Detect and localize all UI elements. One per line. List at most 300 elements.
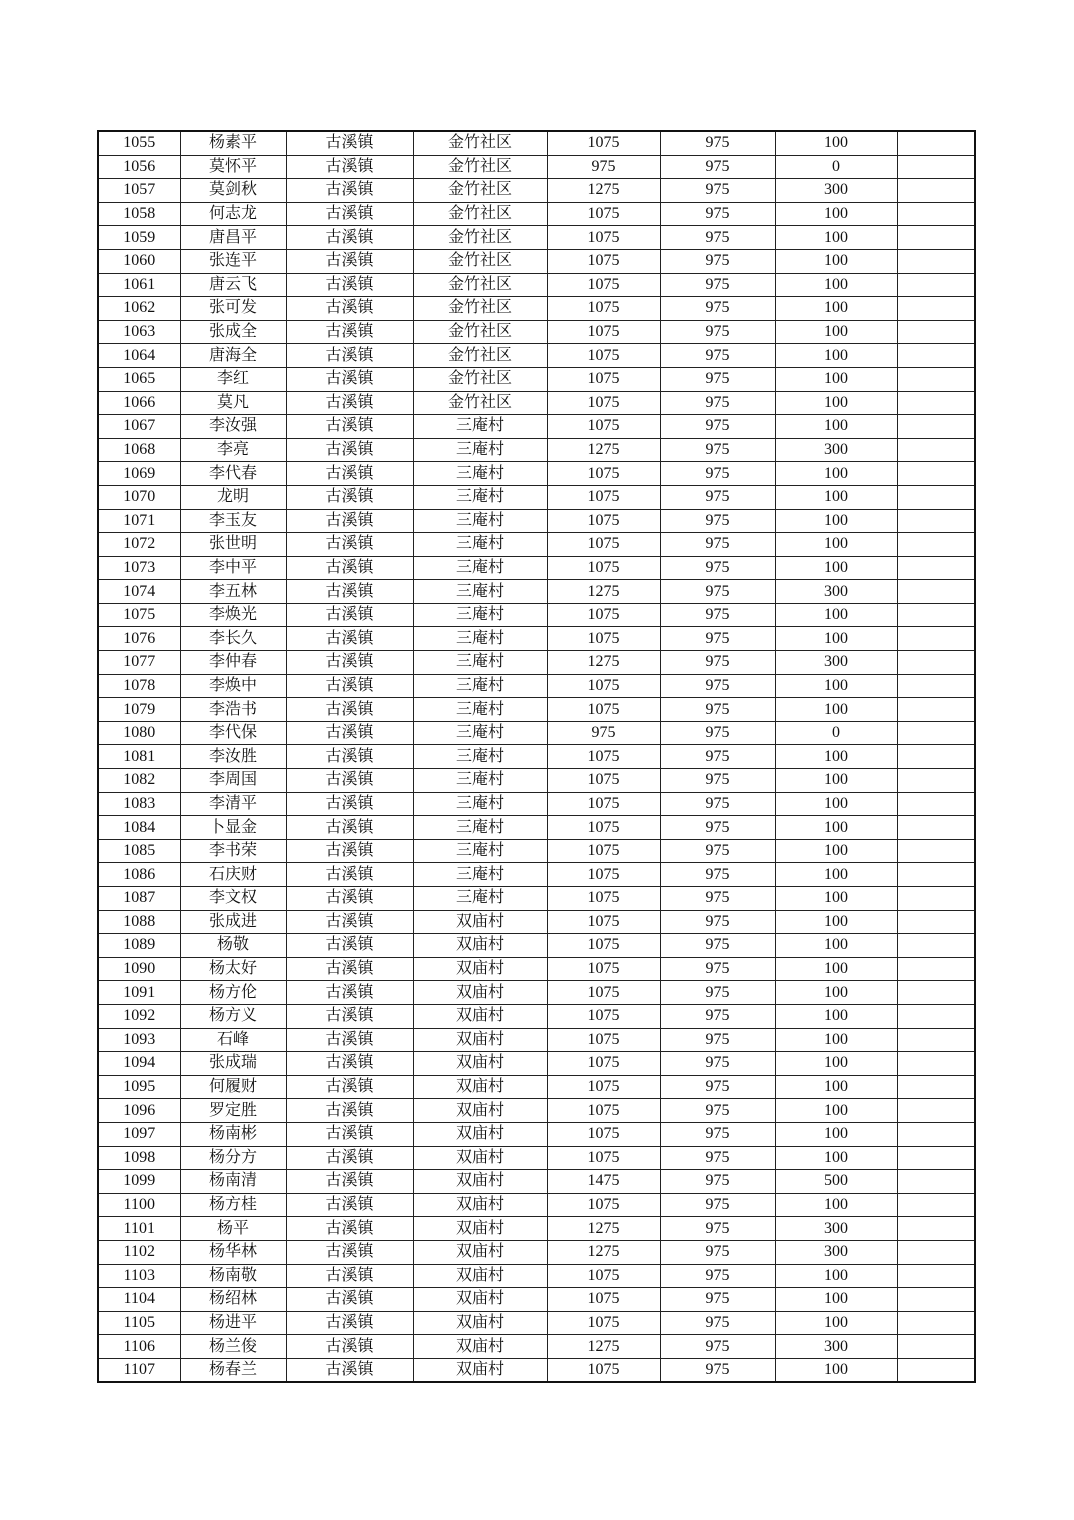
table-row (98, 1264, 975, 1288)
amount-total-cell: 1075 (547, 1288, 660, 1312)
table-row (98, 1288, 975, 1312)
village-cell: 三庵村 (413, 792, 547, 816)
amount-base-cell: 975 (660, 155, 775, 179)
table-row (98, 226, 975, 250)
person-name-cell: 石庆财 (180, 863, 286, 887)
table-row (98, 556, 975, 580)
village-cell: 金竹社区 (413, 131, 547, 155)
amount-base-cell: 975 (660, 1099, 775, 1123)
person-name-cell: 李文权 (180, 887, 286, 911)
amount-total-cell: 1075 (547, 131, 660, 155)
person-name-cell: 李代保 (180, 721, 286, 745)
person-name-cell: 李清平 (180, 792, 286, 816)
table-row (98, 438, 975, 462)
row-number-cell: 1089 (98, 934, 180, 958)
remark-cell (897, 344, 975, 368)
table-row (98, 179, 975, 203)
village-cell: 双庙村 (413, 1099, 547, 1123)
town-cell: 古溪镇 (286, 934, 413, 958)
amount-total-cell: 1075 (547, 1028, 660, 1052)
person-name-cell: 莫怀平 (180, 155, 286, 179)
amount-base-cell: 975 (660, 1264, 775, 1288)
amount-difference-cell: 100 (775, 887, 897, 911)
village-cell: 金竹社区 (413, 344, 547, 368)
remark-cell (897, 556, 975, 580)
remark-cell (897, 981, 975, 1005)
town-cell: 古溪镇 (286, 1004, 413, 1028)
person-name-cell: 李长久 (180, 627, 286, 651)
amount-base-cell: 975 (660, 438, 775, 462)
amount-difference-cell: 100 (775, 1358, 897, 1382)
amount-difference-cell: 100 (775, 792, 897, 816)
amount-base-cell: 975 (660, 981, 775, 1005)
town-cell: 古溪镇 (286, 1099, 413, 1123)
town-cell: 古溪镇 (286, 651, 413, 675)
amount-base-cell: 975 (660, 1004, 775, 1028)
row-number-cell: 1090 (98, 957, 180, 981)
remark-cell (897, 627, 975, 651)
village-cell: 三庵村 (413, 816, 547, 840)
row-number-cell: 1097 (98, 1122, 180, 1146)
town-cell: 古溪镇 (286, 273, 413, 297)
amount-base-cell: 975 (660, 1146, 775, 1170)
amount-difference-cell: 100 (775, 1028, 897, 1052)
person-name-cell: 杨素平 (180, 131, 286, 155)
village-cell: 双庙村 (413, 910, 547, 934)
town-cell: 古溪镇 (286, 1122, 413, 1146)
person-name-cell: 何履财 (180, 1075, 286, 1099)
table-row (98, 1099, 975, 1123)
person-name-cell: 李汝胜 (180, 745, 286, 769)
table-row (98, 509, 975, 533)
town-cell: 古溪镇 (286, 1240, 413, 1264)
person-name-cell: 杨兰俊 (180, 1335, 286, 1359)
village-cell: 金竹社区 (413, 367, 547, 391)
amount-difference-cell: 100 (775, 839, 897, 863)
table-row (98, 297, 975, 321)
amount-total-cell: 1075 (547, 745, 660, 769)
table-row (98, 769, 975, 793)
amount-difference-cell: 100 (775, 745, 897, 769)
village-cell: 三庵村 (413, 839, 547, 863)
remark-cell (897, 226, 975, 250)
village-cell: 三庵村 (413, 603, 547, 627)
person-name-cell: 杨太好 (180, 957, 286, 981)
row-number-cell: 1062 (98, 297, 180, 321)
village-cell: 三庵村 (413, 627, 547, 651)
town-cell: 古溪镇 (286, 438, 413, 462)
town-cell: 古溪镇 (286, 556, 413, 580)
town-cell: 古溪镇 (286, 415, 413, 439)
table-row (98, 745, 975, 769)
town-cell: 古溪镇 (286, 981, 413, 1005)
row-number-cell: 1080 (98, 721, 180, 745)
amount-difference-cell: 100 (775, 816, 897, 840)
row-number-cell: 1107 (98, 1358, 180, 1382)
town-cell: 古溪镇 (286, 367, 413, 391)
village-cell: 双庙村 (413, 981, 547, 1005)
amount-total-cell: 1075 (547, 226, 660, 250)
table-row (98, 462, 975, 486)
amount-difference-cell: 300 (775, 1240, 897, 1264)
village-cell: 双庙村 (413, 1075, 547, 1099)
town-cell: 古溪镇 (286, 1288, 413, 1312)
amount-base-cell: 975 (660, 839, 775, 863)
village-cell: 双庙村 (413, 1264, 547, 1288)
amount-base-cell: 975 (660, 297, 775, 321)
amount-total-cell: 1075 (547, 910, 660, 934)
amount-base-cell: 975 (660, 202, 775, 226)
table-row (98, 1311, 975, 1335)
amount-total-cell: 1075 (547, 556, 660, 580)
remark-cell (897, 1288, 975, 1312)
amount-base-cell: 975 (660, 344, 775, 368)
row-number-cell: 1092 (98, 1004, 180, 1028)
row-number-cell: 1064 (98, 344, 180, 368)
row-number-cell: 1055 (98, 131, 180, 155)
row-number-cell: 1101 (98, 1217, 180, 1241)
amount-difference-cell: 100 (775, 509, 897, 533)
amount-difference-cell: 500 (775, 1170, 897, 1194)
amount-base-cell: 975 (660, 1122, 775, 1146)
row-number-cell: 1091 (98, 981, 180, 1005)
table-row (98, 981, 975, 1005)
amount-base-cell: 975 (660, 462, 775, 486)
remark-cell (897, 1146, 975, 1170)
remark-cell (897, 155, 975, 179)
table-row (98, 1075, 975, 1099)
row-number-cell: 1094 (98, 1052, 180, 1076)
table-row (98, 674, 975, 698)
person-name-cell: 龙明 (180, 485, 286, 509)
amount-difference-cell: 300 (775, 1335, 897, 1359)
amount-total-cell: 1075 (547, 273, 660, 297)
amount-total-cell: 1075 (547, 1264, 660, 1288)
town-cell: 古溪镇 (286, 745, 413, 769)
row-number-cell: 1082 (98, 769, 180, 793)
amount-difference-cell: 100 (775, 863, 897, 887)
table-row (98, 792, 975, 816)
person-name-cell: 杨绍林 (180, 1288, 286, 1312)
amount-total-cell: 1075 (547, 391, 660, 415)
person-name-cell: 张世明 (180, 533, 286, 557)
remark-cell (897, 1052, 975, 1076)
amount-difference-cell: 100 (775, 603, 897, 627)
person-name-cell: 杨方桂 (180, 1193, 286, 1217)
remark-cell (897, 1264, 975, 1288)
amount-total-cell: 1075 (547, 769, 660, 793)
row-number-cell: 1066 (98, 391, 180, 415)
row-number-cell: 1075 (98, 603, 180, 627)
town-cell: 古溪镇 (286, 769, 413, 793)
amount-difference-cell: 100 (775, 249, 897, 273)
amount-difference-cell: 100 (775, 462, 897, 486)
amount-total-cell: 1075 (547, 1099, 660, 1123)
remark-cell (897, 1004, 975, 1028)
village-cell: 三庵村 (413, 651, 547, 675)
row-number-cell: 1059 (98, 226, 180, 250)
town-cell: 古溪镇 (286, 462, 413, 486)
amount-base-cell: 975 (660, 816, 775, 840)
remark-cell (897, 1358, 975, 1382)
row-number-cell: 1058 (98, 202, 180, 226)
table-row (98, 887, 975, 911)
town-cell: 古溪镇 (286, 320, 413, 344)
town-cell: 古溪镇 (286, 816, 413, 840)
amount-base-cell: 975 (660, 1335, 775, 1359)
amount-base-cell: 975 (660, 651, 775, 675)
row-number-cell: 1086 (98, 863, 180, 887)
remark-cell (897, 509, 975, 533)
table-row (98, 1122, 975, 1146)
town-cell: 古溪镇 (286, 1358, 413, 1382)
amount-total-cell: 1075 (547, 1004, 660, 1028)
amount-total-cell: 1275 (547, 1240, 660, 1264)
amount-base-cell: 975 (660, 887, 775, 911)
table-row (98, 485, 975, 509)
amount-difference-cell: 100 (775, 533, 897, 557)
village-cell: 金竹社区 (413, 249, 547, 273)
amount-total-cell: 1075 (547, 485, 660, 509)
row-number-cell: 1088 (98, 910, 180, 934)
remark-cell (897, 1028, 975, 1052)
amount-base-cell: 975 (660, 485, 775, 509)
town-cell: 古溪镇 (286, 1311, 413, 1335)
table-row (98, 367, 975, 391)
remark-cell (897, 651, 975, 675)
amount-base-cell: 975 (660, 580, 775, 604)
town-cell: 古溪镇 (286, 344, 413, 368)
amount-difference-cell: 100 (775, 627, 897, 651)
amount-difference-cell: 100 (775, 1288, 897, 1312)
village-cell: 双庙村 (413, 1146, 547, 1170)
table-row (98, 1004, 975, 1028)
person-name-cell: 李红 (180, 367, 286, 391)
person-name-cell: 李书荣 (180, 839, 286, 863)
amount-difference-cell: 100 (775, 320, 897, 344)
amount-total-cell: 1075 (547, 1122, 660, 1146)
row-number-cell: 1103 (98, 1264, 180, 1288)
remark-cell (897, 1170, 975, 1194)
amount-total-cell: 1075 (547, 698, 660, 722)
table-row (98, 1028, 975, 1052)
row-number-cell: 1073 (98, 556, 180, 580)
village-cell: 双庙村 (413, 1358, 547, 1382)
village-cell: 三庵村 (413, 533, 547, 557)
amount-difference-cell: 100 (775, 1075, 897, 1099)
amount-total-cell: 1075 (547, 863, 660, 887)
row-number-cell: 1078 (98, 674, 180, 698)
amount-difference-cell: 100 (775, 957, 897, 981)
person-name-cell: 唐海全 (180, 344, 286, 368)
person-name-cell: 杨南敬 (180, 1264, 286, 1288)
table-row (98, 415, 975, 439)
town-cell: 古溪镇 (286, 839, 413, 863)
village-cell: 双庙村 (413, 934, 547, 958)
row-number-cell: 1100 (98, 1193, 180, 1217)
row-number-cell: 1106 (98, 1335, 180, 1359)
table-row (98, 320, 975, 344)
row-number-cell: 1076 (98, 627, 180, 651)
table-row (98, 580, 975, 604)
amount-base-cell: 975 (660, 391, 775, 415)
person-name-cell: 杨方义 (180, 1004, 286, 1028)
table-row (98, 344, 975, 368)
amount-difference-cell: 100 (775, 1264, 897, 1288)
row-number-cell: 1085 (98, 839, 180, 863)
remark-cell (897, 179, 975, 203)
amount-total-cell: 1075 (547, 344, 660, 368)
village-cell: 双庙村 (413, 1335, 547, 1359)
table-row (98, 651, 975, 675)
amount-base-cell: 975 (660, 769, 775, 793)
person-name-cell: 李五林 (180, 580, 286, 604)
remark-cell (897, 674, 975, 698)
table-row (98, 273, 975, 297)
table-row (98, 627, 975, 651)
amount-difference-cell: 100 (775, 934, 897, 958)
amount-total-cell: 1075 (547, 1146, 660, 1170)
amount-base-cell: 975 (660, 556, 775, 580)
amount-base-cell: 975 (660, 1193, 775, 1217)
table-row (98, 721, 975, 745)
amount-difference-cell: 100 (775, 698, 897, 722)
table-row (98, 910, 975, 934)
amount-base-cell: 975 (660, 1240, 775, 1264)
person-name-cell: 杨方伦 (180, 981, 286, 1005)
remark-cell (897, 249, 975, 273)
town-cell: 古溪镇 (286, 580, 413, 604)
row-number-cell: 1096 (98, 1099, 180, 1123)
amount-difference-cell: 100 (775, 367, 897, 391)
person-name-cell: 石峰 (180, 1028, 286, 1052)
amount-difference-cell: 0 (775, 155, 897, 179)
person-name-cell: 李中平 (180, 556, 286, 580)
village-cell: 金竹社区 (413, 155, 547, 179)
village-cell: 双庙村 (413, 1311, 547, 1335)
village-cell: 三庵村 (413, 887, 547, 911)
amount-total-cell: 1075 (547, 1311, 660, 1335)
table-row (98, 1170, 975, 1194)
remark-cell (897, 131, 975, 155)
amount-base-cell: 975 (660, 1075, 775, 1099)
row-number-cell: 1056 (98, 155, 180, 179)
remark-cell (897, 462, 975, 486)
person-name-cell: 李焕中 (180, 674, 286, 698)
remark-cell (897, 816, 975, 840)
village-cell: 三庵村 (413, 580, 547, 604)
remark-cell (897, 1099, 975, 1123)
town-cell: 古溪镇 (286, 202, 413, 226)
amount-total-cell: 1075 (547, 367, 660, 391)
amount-total-cell: 1075 (547, 249, 660, 273)
amount-total-cell: 1275 (547, 438, 660, 462)
amount-total-cell: 1275 (547, 651, 660, 675)
village-cell: 金竹社区 (413, 226, 547, 250)
row-number-cell: 1095 (98, 1075, 180, 1099)
amount-total-cell: 1275 (547, 1217, 660, 1241)
person-name-cell: 莫剑秋 (180, 179, 286, 203)
amount-base-cell: 975 (660, 1028, 775, 1052)
person-name-cell: 李仲春 (180, 651, 286, 675)
row-number-cell: 1093 (98, 1028, 180, 1052)
village-cell: 三庵村 (413, 485, 547, 509)
amount-total-cell: 1075 (547, 462, 660, 486)
amount-total-cell: 1075 (547, 509, 660, 533)
person-name-cell: 李汝强 (180, 415, 286, 439)
person-name-cell: 杨华林 (180, 1240, 286, 1264)
person-name-cell: 杨春兰 (180, 1358, 286, 1382)
amount-base-cell: 975 (660, 367, 775, 391)
amount-difference-cell: 100 (775, 1004, 897, 1028)
amount-difference-cell: 100 (775, 1122, 897, 1146)
table-row (98, 249, 975, 273)
town-cell: 古溪镇 (286, 1193, 413, 1217)
table-row (98, 698, 975, 722)
remark-cell (897, 1217, 975, 1241)
town-cell: 古溪镇 (286, 1075, 413, 1099)
town-cell: 古溪镇 (286, 721, 413, 745)
row-number-cell: 1105 (98, 1311, 180, 1335)
village-cell: 三庵村 (413, 721, 547, 745)
village-cell: 双庙村 (413, 1288, 547, 1312)
town-cell: 古溪镇 (286, 179, 413, 203)
remark-cell (897, 887, 975, 911)
village-cell: 双庙村 (413, 957, 547, 981)
row-number-cell: 1087 (98, 887, 180, 911)
amount-base-cell: 975 (660, 226, 775, 250)
row-number-cell: 1067 (98, 415, 180, 439)
table-row (98, 1052, 975, 1076)
amount-base-cell: 975 (660, 1358, 775, 1382)
village-cell: 三庵村 (413, 415, 547, 439)
remark-cell (897, 320, 975, 344)
table-row (98, 1335, 975, 1359)
amount-base-cell: 975 (660, 934, 775, 958)
village-cell: 三庵村 (413, 462, 547, 486)
amount-base-cell: 975 (660, 603, 775, 627)
village-cell: 三庵村 (413, 438, 547, 462)
table-row (98, 603, 975, 627)
data-table (97, 130, 976, 1383)
amount-total-cell: 1075 (547, 934, 660, 958)
amount-base-cell: 975 (660, 957, 775, 981)
amount-base-cell: 975 (660, 509, 775, 533)
amount-total-cell: 1475 (547, 1170, 660, 1194)
person-name-cell: 李代春 (180, 462, 286, 486)
amount-difference-cell: 100 (775, 226, 897, 250)
amount-base-cell: 975 (660, 1311, 775, 1335)
village-cell: 三庵村 (413, 769, 547, 793)
table-row (98, 155, 975, 179)
person-name-cell: 罗定胜 (180, 1099, 286, 1123)
amount-total-cell: 1075 (547, 1052, 660, 1076)
row-number-cell: 1057 (98, 179, 180, 203)
row-number-cell: 1084 (98, 816, 180, 840)
person-name-cell: 张成瑞 (180, 1052, 286, 1076)
amount-difference-cell: 100 (775, 1146, 897, 1170)
village-cell: 金竹社区 (413, 202, 547, 226)
person-name-cell: 唐昌平 (180, 226, 286, 250)
remark-cell (897, 297, 975, 321)
remark-cell (897, 1311, 975, 1335)
amount-difference-cell: 100 (775, 415, 897, 439)
amount-difference-cell: 100 (775, 981, 897, 1005)
row-number-cell: 1077 (98, 651, 180, 675)
row-number-cell: 1098 (98, 1146, 180, 1170)
village-cell: 三庵村 (413, 509, 547, 533)
amount-difference-cell: 300 (775, 179, 897, 203)
